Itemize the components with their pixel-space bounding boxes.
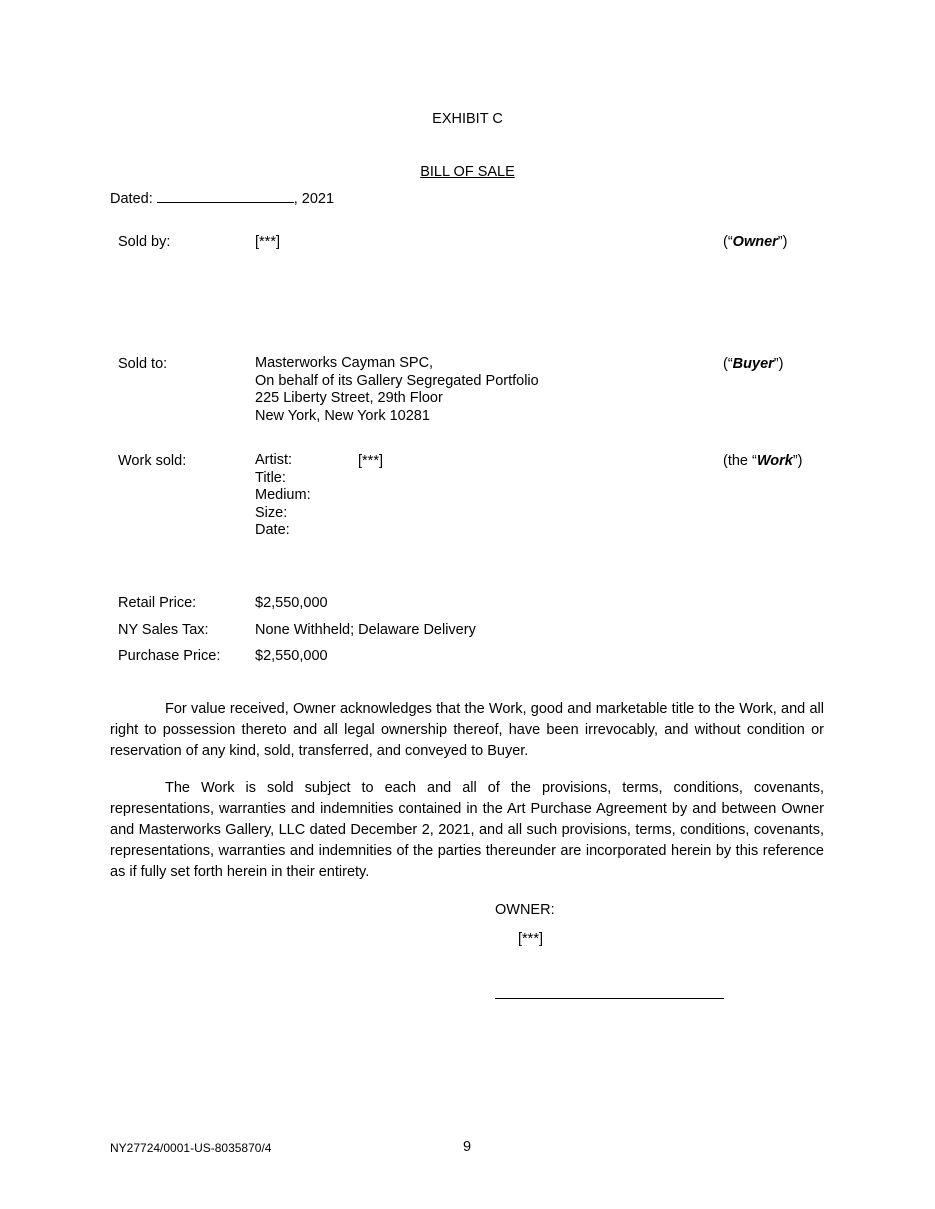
exhibit-title: EXHIBIT C xyxy=(432,111,503,127)
work-field-label: Date: xyxy=(255,522,290,539)
work-role-close: ”) xyxy=(792,453,803,469)
date-blank xyxy=(157,189,294,203)
work-sold-label: Work sold: xyxy=(118,453,187,469)
sales-tax-value: None Withheld; Delaware Delivery xyxy=(255,622,476,638)
purchase-price-label: Purchase Price: xyxy=(118,648,221,664)
work-role-open: (the “ xyxy=(723,453,757,469)
sold-to-label: Sold to: xyxy=(118,356,168,372)
conveyance-paragraph: For value received, Owner acknowledges that the Work, good and marketable title to the Work, and all right to possession thereto and all legal ownership thereof, have been irrevocably, and without condition or reservation of any kind, sold, transferred, and conveyed to Buyer. xyxy=(110,701,824,759)
dated-label: Dated: xyxy=(110,191,153,207)
owner-defined-term xyxy=(723,233,787,251)
work-field-label: Size: xyxy=(255,504,288,521)
retail-price-label: Retail Price: xyxy=(118,595,197,611)
work-fields-block xyxy=(255,452,311,540)
signature-owner-label: OWNER: xyxy=(495,902,555,918)
dated-line xyxy=(110,189,334,208)
signature-line xyxy=(495,998,724,999)
footer-document-id: NY27724/0001-US-8035870/4 xyxy=(110,1141,272,1155)
owner-role-close: ”) xyxy=(777,234,788,250)
buyer-address-block xyxy=(255,355,539,425)
buyer-role-close: ”) xyxy=(773,356,784,372)
page-number: 9 xyxy=(463,1139,472,1155)
buyer-address-line: New York, New York 10281 xyxy=(255,407,430,424)
work-field-label: Medium: xyxy=(255,487,311,504)
subject-to-paragraph: The Work is sold subject to each and all of the provisions, terms, conditions, covenants, representations, warranties and indemnities contained in the Art Purchase Agreement by and between Owner and Masterworks Gallery, LLC dated December 2, 2021, and all such provisions, terms, conditions, covenants, representations, warranties and indemnities of the parties thereunder are incorporated herein by this reference as if fully set forth herein in their entirety. xyxy=(110,780,824,880)
document-title xyxy=(0,163,935,181)
owner-role-open: (“ xyxy=(723,234,733,250)
buyer-role-open: (“ xyxy=(723,356,733,372)
buyer-defined-term xyxy=(723,355,783,373)
buyer-address-line: 225 Liberty Street, 29th Floor xyxy=(255,390,443,407)
work-role: Work xyxy=(756,453,793,469)
signature-owner-name: [***] xyxy=(518,931,543,947)
document-title-text: BILL OF SALE xyxy=(420,164,515,180)
work-field-label: Title: xyxy=(255,469,286,486)
retail-price-value: $2,550,000 xyxy=(255,595,328,611)
buyer-address-line: On behalf of its Gallery Segregated Portfolio xyxy=(255,372,539,389)
sales-tax-label: NY Sales Tax: xyxy=(118,622,209,638)
sold-by-value: [***] xyxy=(255,234,280,250)
owner-role: Owner xyxy=(732,234,778,250)
sold-by-label: Sold by: xyxy=(118,234,171,250)
buyer-role: Buyer xyxy=(732,356,774,372)
dated-year: , 2021 xyxy=(293,191,335,207)
work-field-label: Artist: xyxy=(255,452,293,468)
artist-value: [***] xyxy=(358,453,383,469)
purchase-price-value: $2,550,000 xyxy=(255,648,328,664)
buyer-address-line: Masterworks Cayman SPC, xyxy=(255,355,434,371)
work-defined-term xyxy=(723,452,803,470)
